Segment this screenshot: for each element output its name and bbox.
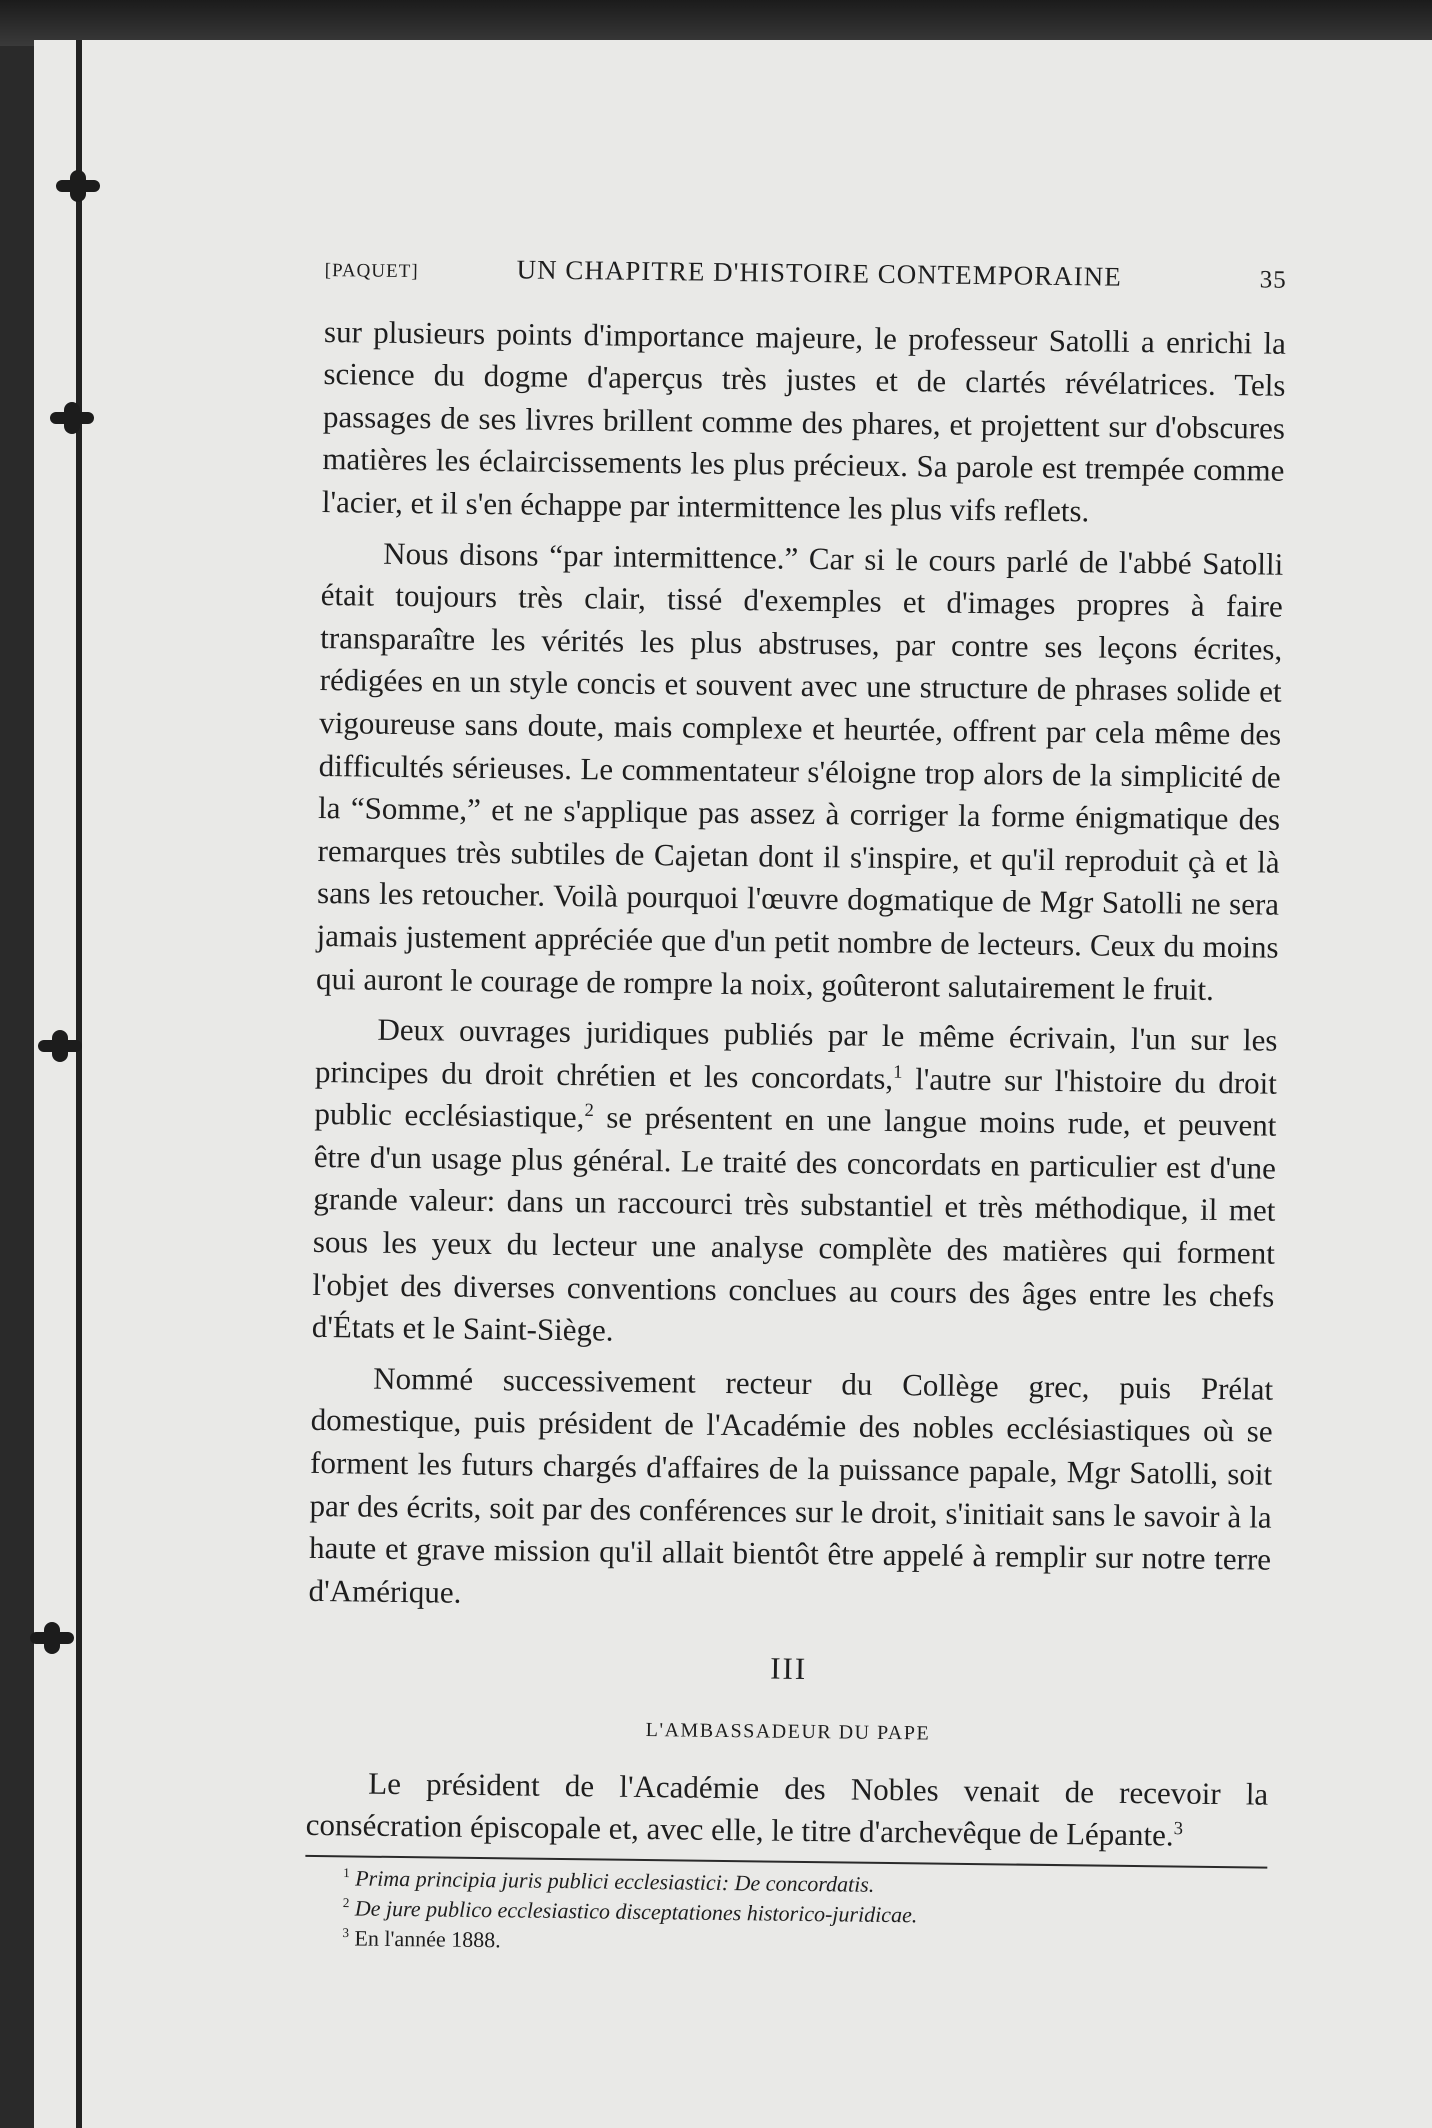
footnote-mark: 3 — [342, 1924, 350, 1940]
footnote-ref: 1 — [893, 1061, 903, 1083]
footnotes — [304, 1863, 1267, 1965]
page-number: 35 — [1259, 266, 1287, 294]
footnote-text: Prima principia juris publici ecclesiastici: De concordatis. — [355, 1865, 875, 1897]
paragraph-text: se présentent en une langue moins rude, et peuvent être d'un usage plus général. Le traité des concordats en particulier est d'une grande valeur: dans un raccourci très substantiel et très méthodique, il met sous les yeux du lecteur une analyse complète des matières qui forment l'objet des diverses conventions conclues au cours des âges entre les chefs d'États et le Saint-Siège. — [311, 1099, 1277, 1348]
paragraph-text: Le président de l'Académie des Nobles venait de recevoir la consécration épiscopale et, avec elle, le titre d'archevêque de Lépante. — [305, 1765, 1269, 1853]
footnote-mark: 2 — [342, 1894, 350, 1910]
running-title: UN CHAPITRE D'HISTOIRE CONTEMPORAINE — [516, 254, 1122, 292]
paragraph-text: l'autre sur l'histoire du droit public ecclésiastique, — [314, 1060, 1278, 1135]
author-tag: [PAQUET] — [324, 259, 419, 283]
paragraph: Nous disons “par intermittence.” Car si le cours parlé de l'abbé Satolli était toujours très clair, tissé d'exemples et d'images propres à faire transparaître les vérités les plus abstruses, par contre ses leçons écrites, rédigées en un style concis et souvent avec une structure de phrases solide et vigoureuse sans doute, mais complexe et heurtée, offrent par cela même des difficultés sérieuses. Le commentateur s'éloigne trop alors de la simplicité de la “Somme,” et ne s'applique pas assez à corriger la forme énigmatique des remarques très subtiles de Cajetan dont il s'inspire, et qu'il reproduit çà et là sans les retoucher. Voilà pourquoi l'œuvre dogmatique de Mgr Satolli ne sera jamais justement appréciée que d'un petit nombre de lecteurs. Ceux du moins qui auront le courage de rompre la noix, goûteront salutairement le fruit. — [315, 535, 1284, 1007]
binding-stitch — [56, 180, 100, 192]
paragraph-text: Deux ouvrages juridiques publiés par le même écrivain, l'un sur les principes du droit chrétien et les concordats, — [314, 1011, 1278, 1096]
footnote-mark: 1 — [343, 1864, 350, 1880]
page-text — [304, 250, 1287, 1964]
paragraph: Nommé successivement recteur du Collège grec, puis Prélat domestique, puis président de l'Académie des nobles ecclésiastiques où se forment les futurs chargés d'affaires de la puissance papale, Mgr Satolli, soit par des écrits, soit par des conférences sur le droit, s'initiait sans le savoir à la haute et grave mission qu'il allait bientôt être appelé à remplir sur notre terre d'Amérique. — [308, 1360, 1274, 1610]
footnote-ref: 3 — [1173, 1818, 1184, 1840]
binding-stitch — [38, 1040, 82, 1052]
binding-stitch — [30, 1632, 74, 1644]
paragraph: sur plusieurs points d'importance majeure, le professeur Satolli a enrichi la science du dogme d'aperçus très justes et de clartés révélatrices. Tels passages de ses livres brillent comme des phares, et projettent sur d'obscures matières les éclaircissements les plus précieux. Sa parole est trempée comme l'acier, et il s'en échappe par intermittence les plus vifs reflets. — [321, 313, 1287, 529]
paragraph — [305, 1761, 1268, 1858]
paragraph — [312, 1008, 1278, 1360]
section-number: III — [769, 1650, 808, 1687]
binding-stitch — [50, 412, 94, 424]
binding-thread — [76, 40, 82, 2128]
footnote-text: De jure publico ecclesiastico disceptationes historico-juridicae. — [354, 1895, 918, 1928]
footnote-ref: 2 — [584, 1100, 594, 1122]
footnote-text: En l'année 1888. — [354, 1925, 501, 1953]
section-title: L'AMBASSADEUR DU PAPE — [645, 1719, 931, 1745]
